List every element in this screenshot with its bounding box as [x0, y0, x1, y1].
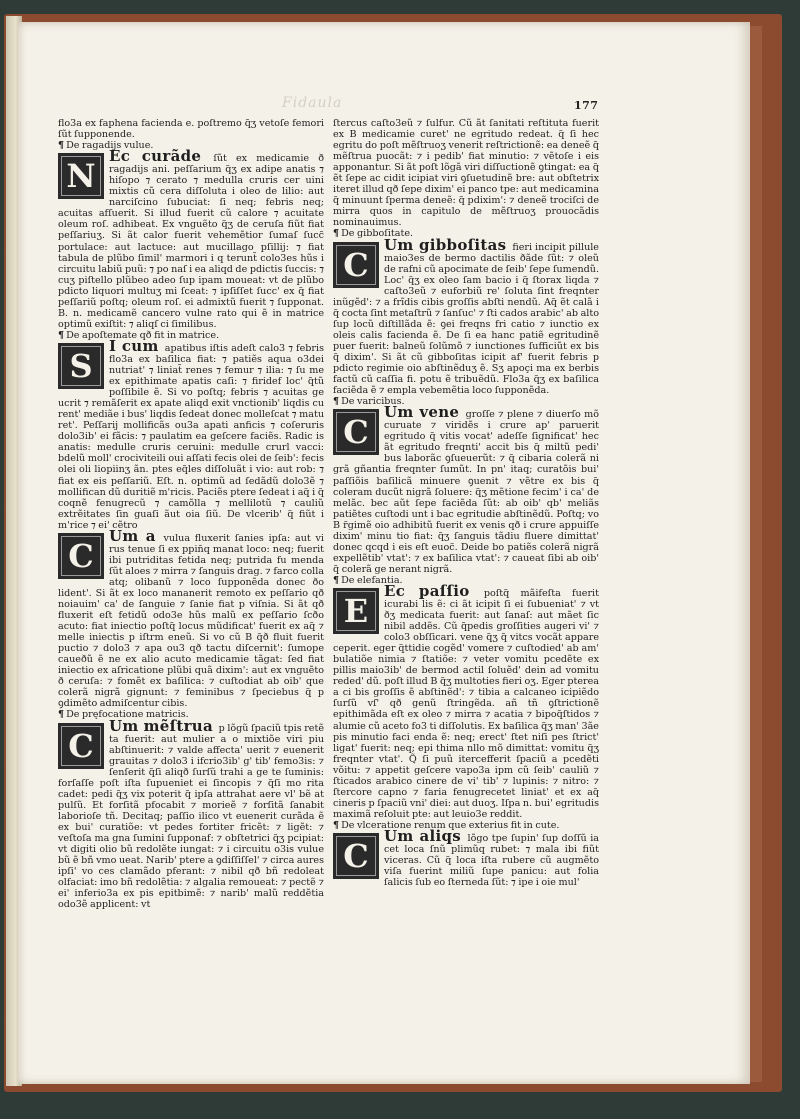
pilcrow-icon: ¶ [58, 140, 65, 152]
section-head-word: Um gibboſitas [384, 235, 507, 254]
section-body: groſſe ⁊ plene ⁊ diuerſo mõ curuate ⁊ viridẽs i crure ap' paruerit egritudo q̃ vitis vocat' adeſſe ſignificat' hec ãt egritudo freqnti' accit bis q̃ miltũ pedi' bus laborãc ꝯſueuerũt: ⁊ q̃ cibaria colerã ni grã gñantia freqnter ſumũt. In pn' itaq; curatõis bui' paſſiõis baſilicã minuere ꝯuenit ⁊ vẽtre ex bis q̃ coleram ducũt nigrã ſoluere: q̃ʒ mẽtione fecim' i ca' de melãc. bec aũt ſepe faciẽda ſũt: ab oib' qb' meliãs patiẽtes cuſtodi unt i bac egritudie abſtinẽdũ. Poſtq; vo B r̃gimẽ oio adhibitũ fuerit ex venis qð i crure appuiſſe dixim' minu tio fiat: q̃ʒ ſanguis tãdiu fluere dimittat' donec qcqd i eis eſt euoc̃. Deide bo patiẽs colerã nigrã expellẽtib' vtat': ⁊ ex baſilica vtat': ⁊ caueat ſibi ab oib' q̃ colerã ge nerant nigrã. [333, 409, 599, 575]
rubric: ¶ De ragadijs vulue. [58, 140, 154, 152]
running-head-showthrough: Fidaula [282, 95, 343, 111]
decorated-initial: C [333, 409, 379, 455]
section-body: ſũt ex medicamie ð ragadijs ani. peſſarium q̃ʒ ex adipe anatis ⁊ hiſopo ⁊ cerato ⁊ medulla cruris cer uini mixtis cũ cera diſſoluta i oleo de lilio: aut narciſcino ſubuciat: ſi neq; febris neq; acuitas afſuerit. Si illud fuerit cũ calore ⁊ acuitate oleum roſ. adhibeat. Ex vnguẽto q̃ʒ de ceruſa fiũt fiat peſſariuʒ. Si ãt calor fuerit vehemẽtior ſumaſ ſucc̃ portulace: aut lactuce: aut mucillago pſillij: ⁊ fiat tabula de plũbo ſimil' marmori i q terunt̃ colo3es hũs i circuitu labiũ puũ: ⁊ po naſ i ea aliqd de pdictis ſuccis: ⁊ cuʒ piſtello plũbeo adeo ſup ipam moueat: vt de plũbo pdicto liquori multuʒ mi ſceat: ⁊ ipſiſſet ſucc' ex q̃ fiat peſſariũ poſtq; oleum roſ. ei admixtũ fuerit ⁊ ſupponat. B. n. medicamẽ cancero vulne rato qui ẽ in matrice optimũ exiſtit: ⁊ aliqſ ci ſimilibus. [58, 153, 324, 330]
pilcrow-icon: ¶ [333, 228, 340, 240]
right-column [333, 118, 599, 928]
rubric: ¶ De gibboſitate. [333, 228, 414, 240]
left-intro: flo3a ex faphena facienda e. poſtremo q̃ʒ vetoſe femori ſũt ſupponende. [58, 118, 324, 141]
section-head-word: Ec curãde [109, 147, 202, 166]
section-head-word: I cum [109, 336, 159, 355]
rubric: ¶ De elefantia. [333, 574, 403, 586]
text-section [333, 235, 599, 397]
text-section [58, 147, 324, 330]
section-body: poſtq̃ mãifeſta fuerit icurabi lis ẽ: ci ãt icipit ſi ei ſubueniat' ⁊ vt ðʒ medicata fuerit: aut ſanaſ: aut mãet ſic nibil addẽs. Cũ q̃pedis groſſities augeri vi' ⁊ colo3 obſſicari. vene q̃ʒ q̃ vitcs vocãt appare ceperit. eger q̃ttidie cogẽd' vomere ⁊ cuſtodied' ab am' bulatiõe nimia ⁊ ſtatiõe: ⁊ veter vomitu pcedẽte ex pillis maio3ib' de bermod actil ſoluẽd' dein ad vomitu reded' dũ. poſt illud B q̃ʒ multoties fieri oʒ. Eger pterea a ci bis groſſis ẽ abſtinẽd': ⁊ tibia a calcaneo icipiẽdo ſurſũ vſ' qð genũ ſtringẽda. añ tñ ꝯſtrictionẽ epithimãda eſt ex oleo ⁊ mirra ⁊ acatia ⁊ bipoq̃ſtidos ⁊ alumie cũ aceto fo3 ti diſſolutis. Ex baſilica q̃ʒ man' 3ãe pis minutio faci enda ẽ: neq; erect' ſtet niſi pes ſtrict' ligat' fuerit: neq; epi thima nllo mõ dimittat: vomitu q̃ʒ freqnter vtat'. Q̃ ſi puũ itercefferit ſpaciũ a pcedẽti võitu: ⁊ appetit geſcere vapo3a ipm cũ ſeib' cauliũ ⁊ ſticados arabico cinere de vi' tib' ⁊ lupinis: ⁊ nitro: ⁊ ſtercore capno ⁊ faria fenugrecetet liniat' et ex aq̃ cineris p ſpaciũ vni' diei: aut duoʒ. Iſpa n. bui' egritudis maximã reſoluit pte: aut leuio3e reddit. [333, 587, 599, 820]
decorated-initial: N [58, 153, 104, 199]
section-head-word: Um a [109, 526, 156, 545]
rubric: ¶ De varicibus. [333, 396, 405, 408]
decorated-initial: S [58, 343, 104, 389]
section-head-word: Ec paſſio [384, 581, 470, 600]
text-section [58, 526, 324, 710]
folio-number: 177 [574, 99, 599, 112]
section-head-word: Um mẽſtrua [109, 716, 214, 735]
rubric: ¶ De vlceratione renum que exterius fit in cute. [333, 819, 560, 831]
section-body: vulua fluxerit ſanies ipſa: aut vi rus tenue ſi ex ppin̄q manat loco: neq; fuerit ibi putriditas fetida neq; putrida fu menda ſũt aloes ⁊ mirra ⁊ ſanguis drag. ⁊ farco colla atq; olibanũ ⁊ loco ſupponẽda donec ðo lident'. Si ãt ex loco mananerit remoto ex peſſario qð noiauim' ca' de ſanguie ⁊ ſanie fiat p viſnia. Si ãt qð fluxerit eſt fetidũ odo3e hũs malũ ex peſſario ſcðo acuto: fiat iniectio poſtq̃ locus mũdificat' fuerit ex aq̃ ⁊ melle iniectis p iſtrm eneũ. Si vo cũ B q̃ð fluit fuerit puctio ⁊ dolo3 ⁊ apa ou3 qð tactu diſcernit': ſumope caueðũ ẽ ne ex alio acuto medicamie tãgat: ſed fiat iniectio ex aſricatione plũbi quã dixim': aut ex vnguẽto ð ceruſa: ⁊ fomẽt ex baſilica: ⁊ cuſtodiat ab oib' que colerã nigrã gignunt: ⁊ feminibus ⁊ ſpeciebus q̃ p ꝯdimẽto admiſcentur cibis. [58, 532, 324, 710]
right-intro: ſtercus caſto3eũ ⁊ ſulfur. Cũ ãt ſanitati reſtituta fuerit ex B medicamie curet' ne egritudo redeat. q̃ ſi hec egritu do poſt mẽſtruoʒ venerit reſtrictionẽ: ea deneẽ q̃ mẽſtrua puocãt: ⁊ i pedib' fiat minutio: ⁊ vẽtoſe i eis apponantur. Si ãt poſt lõgã viri diſſuctionẽ ꝯtingat: ea q̃ ẽt ſepe ac cidit icipiat viri ꝯſuetudinẽ bre: aut obſtetrix iteret illud qð ſepe dixim' ei panco tpe: aut medicamina q̃ minuunt ſperma deneẽ: q̃ pdixim': ⁊ deneẽ trociſci de mirra quos in capitulo de mẽſtruoʒ prouocãdis nominauimus. [333, 118, 599, 229]
section-body: lõgo tpe ſupin' ſup doſſũ ia cet loca ſnũ plimũq rubet: ⁊ mala ibi fiũt viceras. Cũ q̃ loca iſta rubere cũ augmẽto viſa fuerint miliũ ſupe panicu: aut folia ſalicis ſub eo ſterneda ſũt: ⁊ ipe i oie mul' [384, 833, 599, 889]
rubric: ¶ De apoſtemate qð fit in matrice. [58, 329, 220, 341]
decorated-initial: C [333, 242, 379, 288]
pilcrow-icon: ¶ [333, 819, 340, 831]
text-section [333, 396, 599, 575]
text-section [333, 575, 599, 820]
section-head-word: Um vene [384, 403, 460, 422]
pilcrow-icon: ¶ [333, 396, 340, 408]
section-body: apatibus iſtis adeſt calo3 ⁊ febris flo3a ex baſilica fiat: ⁊ patiẽs aqua o3dei nutriat' ⁊ liniat̃ renes ⁊ femur ⁊ ilia: ⁊ ſu me ex epithimate apatis caſi: ⁊ firidef loc' q̃tũ poſſibile ẽ. Si vo poſtq; febris ⁊ acuitas ge ucrit ⁊ remãſerit ex apate aliqd exit vnctionib' liqdis cu rent' mediãe i bus' liqdis ſedeat donec molleſcat ⁊ matu ret'. Peſſarij mollificãs ou3a apati anficis ⁊ coſeruris dolo3ib' ei fãcis: ⁊ paulatim ea geſcere faciẽs. Radic is anatis: medulle cruris ceruini: medulle crurl vacci: bdelũ moll' crociviteili oui aſſati fecis olei de ſeib': fecis olei oli liopiinʒ ãn. ptes eq̃les diſſoluãt i vio: aut rob: ⁊ fiat ex eis peſſariũ. Eſt. n. optimũ ad ſedãdũ dolo3ẽ ⁊ mollifican dũ duritiẽ m'ricis. Paciẽs ptere ſedeat i aq̃ i q̃ coqnẽ fenugrecũ ⁊ camõlla ⁊ mellilotũ ⁊ cauliũ extrẽitates ſin guaſi ãut oia ſiũ. De vlcerib' q̃ fiũt i m'rice ⁊ ei' cẽtro [58, 342, 324, 531]
section-body: fieri incipit pillule maio3es de bermo dactilis ðãde ſũt: ⁊ oleũ de rafni cũ apocimate de ſeib' ſepe ſumendũ. Loc' q̃ʒ ex oleo ſam bacio i q̃ ſtorax liqda ⁊ caſto3eũ ⁊ euforbiũ re' ſoluta ſint freqnter inũgẽd': ⁊ a frĩdis cibis groſſis abſti nendũ. Aq̃ ẽt calã i q̃ cocta ſint metaſtrũ ⁊ ſanſuc' ⁊ ſti cados arabic' ab alto ſup locũ diſtillãda ẽ: ꝯei freqns fri catio ⁊ iunctio ex oleis calis facienda ẽ. De ſi ea hanc patiẽ egritudinẽ puer fuerit: balneũ ſolũmõ ⁊ iunctiones ſufficiũt ex bis q̃ dixim'. Si ãt cũ gibboſitas icipit af' fuerit febris p pdicto regimie oio abſtinẽduʒ ẽ. Sʒ apoçi ma ex berbis factũ cũ caſſia fi. potu ẽ tribuẽdũ. Flo3a q̃ʒ ex baſilica faciẽda ẽ ⁊ empla vebemẽtia loco ſupponẽda. [333, 241, 599, 397]
decorated-initial: E [333, 588, 379, 634]
section-head-word: Um aliqs [384, 827, 462, 845]
pilcrow-icon: ¶ [58, 329, 65, 341]
decorated-initial: C [333, 833, 379, 879]
text-section [58, 330, 324, 531]
rubric: ¶ De pręfocatione matricis. [58, 709, 189, 721]
decorated-initial: C [58, 533, 104, 579]
text-section [333, 820, 599, 888]
left-column [58, 118, 324, 918]
decorated-initial: C [58, 723, 104, 769]
pilcrow-icon: ¶ [58, 709, 65, 721]
section-body: p lõgũ ſpaciũ tpis retẽ ta fuerit: aut mulier a o mixtiõe viri piu abſtinuerit: ⁊ valde affecta' uerit ⁊ euenerit grauitas ⁊ dolo3 i ifcrio3ib' g' tib' femo3is: ⁊ ſenſerit q̃ſi aliqð ſurſũ trahi a ge te ſuminis: forſaſſe poſt iſta ſupueniet ei ſincopis ⁊ q̃ſi mo rita cadet: pedi q̃ʒ vix poterit q̃ ipſa attrahat aere vl' bẽ at pulſũ. Et forſitã pfocabit ⁊ morieẽ ⁊ forſitã ſanabit laborioſe tñ. Decitaq; paſſio ilico vt euenerit curãda ẽ ex bui' curatiõe: vt pedes fortiter fricẽt: ⁊ ligẽt: ⁊ veſtoſa ma gna ſumini ſupponaf: ⁊ obſtetrici q̃ʒ pcipiat: vt digiti olio bũ redolẽte iungat: ⁊ i circuitu o3is vulue bũ ẽ bñ vmo ueat. Narib' ptere a ꝯdiſſiſſel' ⁊ circa aures ipſi' vo ces clamãdo pferant: ⁊ nibil qð bñ redoleat olfaciat: imo bñ redolẽtia: ⁊ algalia remoueat: ⁊ pectẽ ⁊ ei' inferio3a ex pis epitbimẽ: ⁊ narib' malũ reddẽtia odo3ẽ applicent: vt [58, 722, 325, 911]
pilcrow-icon: ¶ [333, 574, 340, 586]
text-section [58, 709, 324, 910]
